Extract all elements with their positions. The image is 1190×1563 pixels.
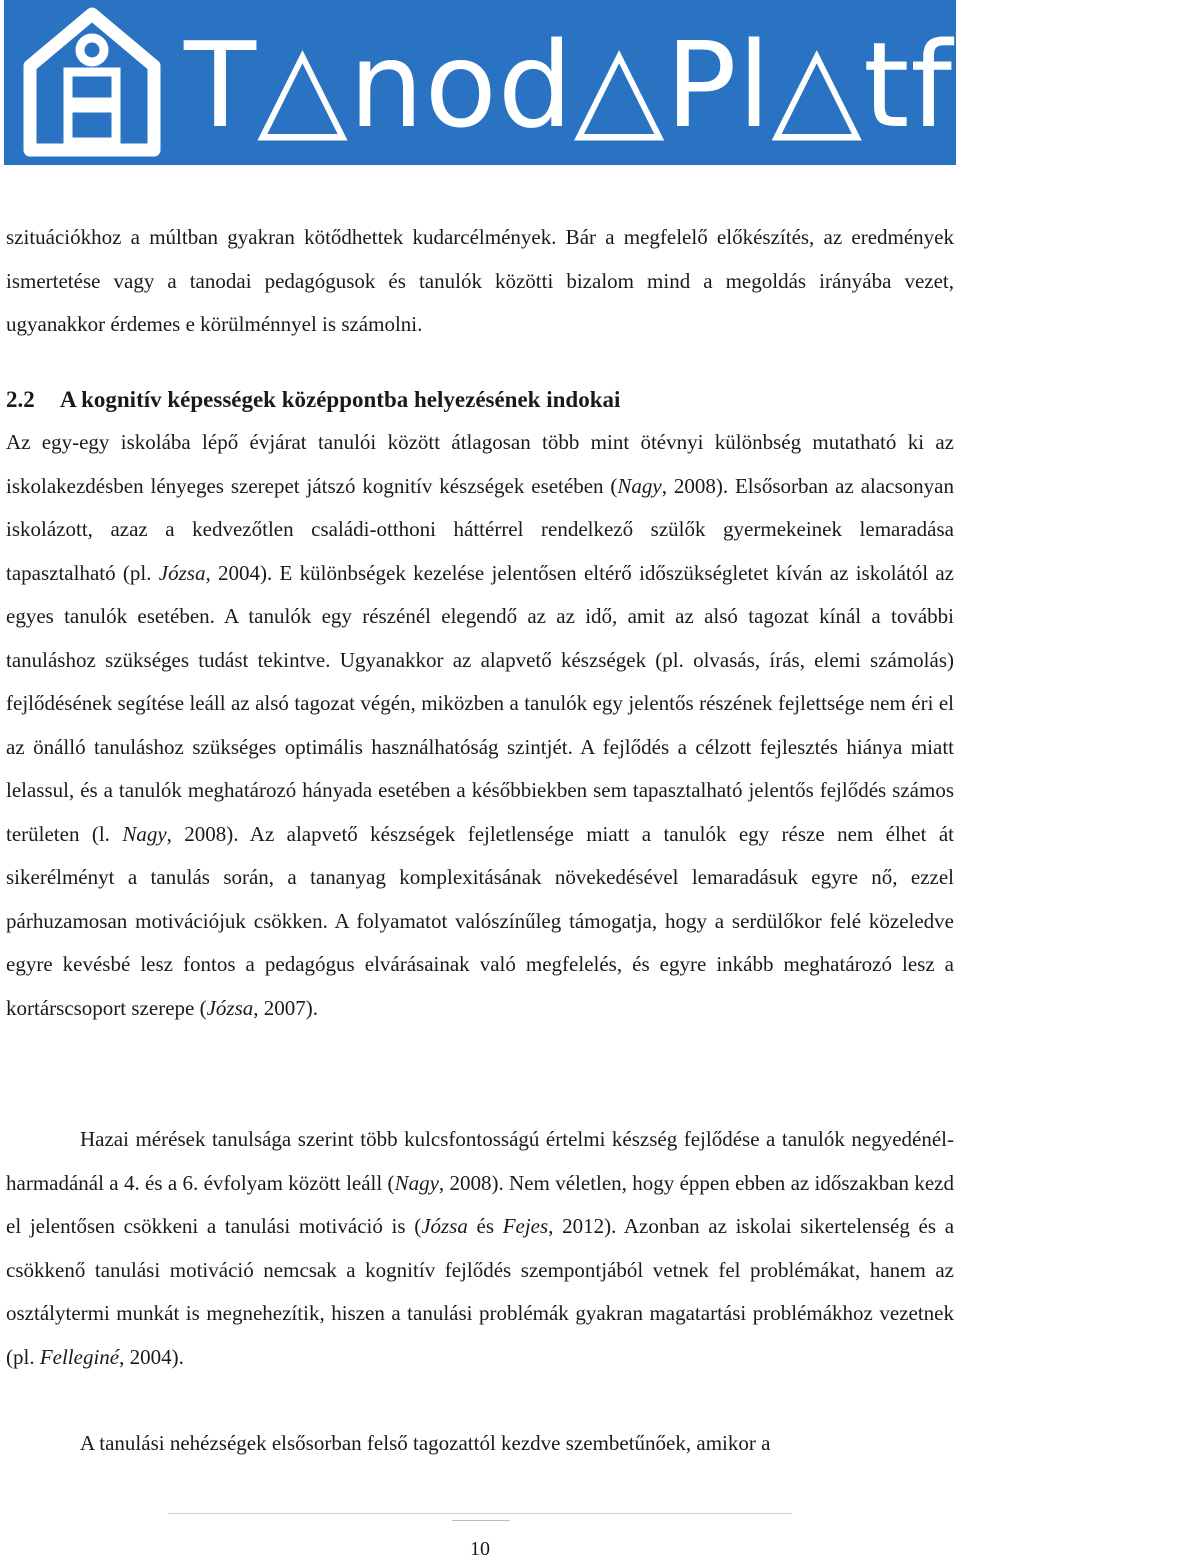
- body-paragraph-1: szituációkhoz a múltban gyakran kötődhettek kudarcélmények. Bár a megfelelő előkészítés, az eredmények ismertetése vagy a tanodai pedagógusok és tanulók közötti bizalom mind a megoldás irányába vezet, ugyanakkor érdemes e körülménnyel is számolni.: [6, 225, 954, 336]
- brand-logo-text: T△nod△Pl△tform: [184, 16, 1190, 154]
- text-run: , 2008). Nem véletlen, hogy éppen ebben az időszakban kezd el jelentősen csökkeni a tanulási motiváció is (: [6, 1170, 954, 1238]
- text-run: , 2004). E különbségek kezelése jelentősen eltérő időszükségletet kíván az iskolától az egyes tanulók esetében. A tanulók egy részénél elegendő az az idő, amit az alsó tagozat kínál a további tanuláshoz szükséges tudást tekintve. Ugyanakkor az alapvető készségek (pl. olvasás, írás, elemi számolás) fejlődésének segítése leáll az alsó tagozat végén, miközben a tanulók egy jelentős részének fejlettsége nem éri el az önálló tanuláshoz szükséges optimális használhatóság szintjét. A fejlődés a célzott fejlesztés hiánya miatt lelassul, és a tanulók meghatározó hányada esetében a későbbiekben sem tapasztalható jelentős fejlődés számos területen (l.: [6, 560, 954, 846]
- text-run: Az egy-egy iskolába lépő évjárat tanulói között átlagosan több mint ötévnyi különbség mutatható ki az iskolakezdésben lényeges szerepet játszó kognitív készségek esetében (: [6, 430, 954, 498]
- citation-author: Józsa: [421, 1214, 468, 1238]
- page-number: 10: [470, 1538, 490, 1560]
- text-run: , 2004).: [119, 1344, 184, 1369]
- body-paragraph-3: [6, 1118, 954, 1379]
- citation-author: Nagy: [122, 821, 167, 846]
- section-number: 2.2: [6, 387, 35, 412]
- section-heading: [6, 378, 954, 421]
- text-run: , 2012). Azonban az iskolai sikertelenség és a csökkenő tanulási motiváció nemcsak a kognitív fejlődés szempontjából vetnek fel problémákat, hanem az osztálytermi munkát is megnehezítik, hiszen a tanulási problémák gyakran magatartási problémákhoz vezetnek (pl.: [6, 1214, 955, 1369]
- text-run: , 2007).: [253, 995, 318, 1020]
- body-paragraph-4: A tanulási nehézségek elsősorban felső tagozattól kezdve szembetűnőek, amikor a: [80, 1431, 771, 1455]
- citation-author: Nagy: [394, 1170, 439, 1195]
- citation-author: Józsa: [158, 560, 206, 585]
- brand-banner: [4, 0, 1190, 165]
- citation-author: Nagy: [617, 473, 662, 498]
- text-run: , 2008). Elsősorban az alacsonyan iskolázott, azaz a kedvezőtlen családi-otthoni háttérrel rendelkező szülők gyermekeinek lemaradása tapasztalható (pl.: [6, 473, 954, 585]
- citation-author: Felleginé: [39, 1344, 120, 1369]
- citation-author: Fejes: [502, 1214, 549, 1238]
- text-run: , 2008). Az alapvető készségek fejletlensége miatt a tanulók egy része nem élhet át sikerélményt a tanulás során, a tananyag komplexitásának növekedésével lemaradásuk egyre nő, ezzel párhuzamosan motivációjuk csökken. A folyamatot valószínűleg támogatja, hogy a serdülőkor felé közeledve egyre kevésbé lesz fontos a pedagógus elvárásainak való megfelelés, és egyre inkább meghatározó lesz a kortárscsoport szerepe (: [6, 821, 954, 1020]
- page-number-rule: [452, 1520, 510, 1521]
- section-title: A kognitív képességek középpontba helyezésének indokai: [60, 387, 621, 412]
- citation-author: Józsa: [206, 995, 254, 1020]
- body-paragraph-2: [6, 421, 954, 1030]
- text-run: és: [467, 1214, 503, 1238]
- footer-divider: [168, 1513, 792, 1514]
- house-with-squares-logo-icon: [4, 0, 174, 165]
- text-run: Hazai mérések tanulsága szerint több kulcsfontosságú értelmi készség fejlődése a tanulók negyedénél-harmadánál a 4. és a 6. évfolyam között leáll (: [6, 1127, 954, 1195]
